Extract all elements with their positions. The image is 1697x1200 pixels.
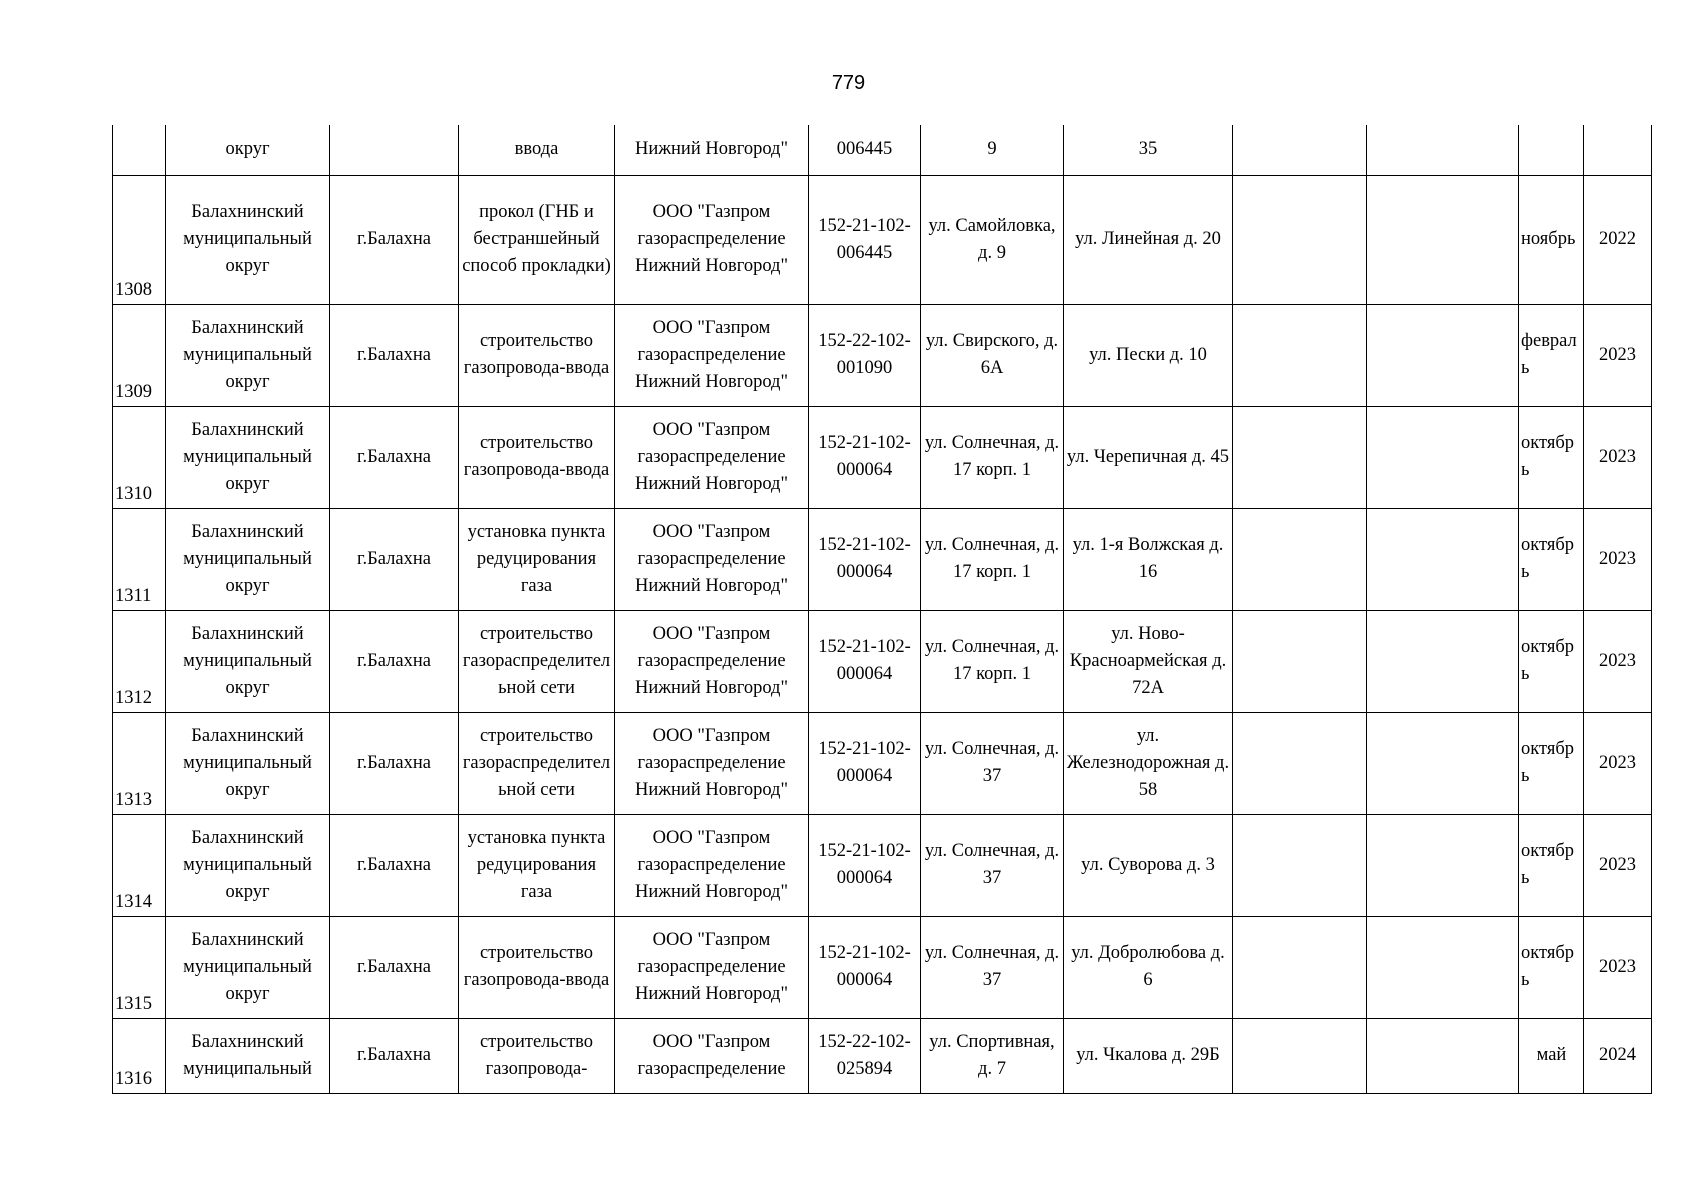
- registry-table: [112, 125, 1652, 1094]
- month-cell: октябрь: [1519, 814, 1584, 916]
- work-type-cell: установка пункта редуцирования газа: [459, 814, 615, 916]
- code-cell: 152-21-102-000064: [809, 916, 921, 1018]
- from-address-cell: ул. Солнечная, д. 17 корп. 1: [921, 508, 1064, 610]
- from-address-cell: ул. Спортивная, д. 7: [921, 1018, 1064, 1093]
- to-address-cell: ул. Добролюбова д. 6: [1064, 916, 1233, 1018]
- organization-cell: ООО "Газпром газораспределение Нижний Новгород": [615, 610, 809, 712]
- work-type-cell: строительство газопровода-ввода: [459, 916, 615, 1018]
- district-cell: Балахнинский муниципальный округ: [166, 175, 330, 304]
- table-row: [113, 610, 1652, 712]
- town-cell: г.Балахна: [330, 508, 459, 610]
- page-number: 779: [831, 72, 866, 94]
- empty-cell: [1367, 304, 1519, 406]
- table-row: [113, 916, 1652, 1018]
- district-cell: Балахнинский муниципальный округ: [166, 916, 330, 1018]
- table-row: [113, 508, 1652, 610]
- empty-cell: [1367, 916, 1519, 1018]
- month-cell: октябрь: [1519, 712, 1584, 814]
- from-address-cell: ул. Самойловка, д. 9: [921, 175, 1064, 304]
- year-cell: 2023: [1584, 508, 1652, 610]
- year-cell: 2024: [1584, 1018, 1652, 1093]
- work-type-cell: строительство газопровода-ввода: [459, 304, 615, 406]
- code-cell: 152-21-102-000064: [809, 712, 921, 814]
- row-number: 1314: [113, 814, 166, 916]
- work-type-cell: строительство газопровода-ввода: [459, 406, 615, 508]
- row-number: 1315: [113, 916, 166, 1018]
- town-cell: г.Балахна: [330, 304, 459, 406]
- empty-cell: [1233, 916, 1367, 1018]
- table-row: [113, 712, 1652, 814]
- from-address-cell: ул. Свирского, д. 6А: [921, 304, 1064, 406]
- year-cell: [1584, 125, 1652, 175]
- year-cell: 2023: [1584, 916, 1652, 1018]
- year-cell: 2023: [1584, 406, 1652, 508]
- code-cell: 152-21-102-000064: [809, 406, 921, 508]
- month-cell: [1519, 125, 1584, 175]
- month-cell: октябрь: [1519, 508, 1584, 610]
- organization-cell: ООО "Газпром газораспределение Нижний Новгород": [615, 406, 809, 508]
- to-address-cell: 35: [1064, 125, 1233, 175]
- district-cell: Балахнинский муниципальный округ: [166, 610, 330, 712]
- organization-cell: ООО "Газпром газораспределение Нижний Новгород": [615, 712, 809, 814]
- table-row: [113, 304, 1652, 406]
- work-type-cell: строительство газораспределительной сети: [459, 712, 615, 814]
- town-cell: [330, 125, 459, 175]
- work-type-cell: строительство газораспределительной сети: [459, 610, 615, 712]
- empty-cell: [1367, 610, 1519, 712]
- table-row: [113, 175, 1652, 304]
- district-cell: Балахнинский муниципальный округ: [166, 406, 330, 508]
- district-cell: Балахнинский муниципальный округ: [166, 814, 330, 916]
- empty-cell: [1233, 1018, 1367, 1093]
- table-row: [113, 1018, 1652, 1093]
- to-address-cell: ул. Железнодорожная д. 58: [1064, 712, 1233, 814]
- district-cell: Балахнинский муниципальный округ: [166, 508, 330, 610]
- work-type-cell: установка пункта редуцирования газа: [459, 508, 615, 610]
- organization-cell: ООО "Газпром газораспределение: [615, 1018, 809, 1093]
- town-cell: г.Балахна: [330, 175, 459, 304]
- empty-cell: [1233, 712, 1367, 814]
- town-cell: г.Балахна: [330, 712, 459, 814]
- organization-cell: Нижний Новгород": [615, 125, 809, 175]
- organization-cell: ООО "Газпром газораспределение Нижний Новгород": [615, 508, 809, 610]
- empty-cell: [1233, 406, 1367, 508]
- empty-cell: [1367, 508, 1519, 610]
- district-cell: Балахнинский муниципальный округ: [166, 712, 330, 814]
- empty-cell: [1233, 610, 1367, 712]
- month-cell: октябрь: [1519, 916, 1584, 1018]
- to-address-cell: ул. Чкалова д. 29Б: [1064, 1018, 1233, 1093]
- empty-cell: [1367, 712, 1519, 814]
- work-type-cell: строительство газопровода-: [459, 1018, 615, 1093]
- row-number: 1308: [113, 175, 166, 304]
- code-cell: 152-21-102-000064: [809, 814, 921, 916]
- to-address-cell: ул. Ново-Красноармейская д. 72А: [1064, 610, 1233, 712]
- table-row: [113, 814, 1652, 916]
- code-cell: 152-21-102-006445: [809, 175, 921, 304]
- empty-cell: [1233, 508, 1367, 610]
- empty-cell: [1233, 304, 1367, 406]
- work-type-cell: ввода: [459, 125, 615, 175]
- town-cell: г.Балахна: [330, 406, 459, 508]
- empty-cell: [1233, 814, 1367, 916]
- year-cell: 2023: [1584, 304, 1652, 406]
- organization-cell: ООО "Газпром газораспределение Нижний Новгород": [615, 175, 809, 304]
- code-cell: 152-21-102-000064: [809, 610, 921, 712]
- month-cell: октябрь: [1519, 406, 1584, 508]
- town-cell: г.Балахна: [330, 916, 459, 1018]
- to-address-cell: ул. 1-я Волжская д. 16: [1064, 508, 1233, 610]
- row-number: 1309: [113, 304, 166, 406]
- table-row: [113, 125, 1652, 175]
- district-cell: Балахнинский муниципальный: [166, 1018, 330, 1093]
- year-cell: 2023: [1584, 712, 1652, 814]
- from-address-cell: ул. Солнечная, д. 17 корп. 1: [921, 406, 1064, 508]
- code-cell: 006445: [809, 125, 921, 175]
- town-cell: г.Балахна: [330, 610, 459, 712]
- month-cell: февраль: [1519, 304, 1584, 406]
- empty-cell: [1367, 406, 1519, 508]
- code-cell: 152-21-102-000064: [809, 508, 921, 610]
- row-number: [113, 125, 166, 175]
- row-number: 1310: [113, 406, 166, 508]
- row-number: 1316: [113, 1018, 166, 1093]
- work-type-cell: прокол (ГНБ и бестраншейный способ прокладки): [459, 175, 615, 304]
- to-address-cell: ул. Линейная д. 20: [1064, 175, 1233, 304]
- from-address-cell: ул. Солнечная, д. 37: [921, 712, 1064, 814]
- table-row: [113, 406, 1652, 508]
- code-cell: 152-22-102-001090: [809, 304, 921, 406]
- to-address-cell: ул. Черепичная д. 45: [1064, 406, 1233, 508]
- row-number: 1311: [113, 508, 166, 610]
- month-cell: ноябрь: [1519, 175, 1584, 304]
- row-number: 1312: [113, 610, 166, 712]
- code-cell: 152-22-102-025894: [809, 1018, 921, 1093]
- empty-cell: [1233, 125, 1367, 175]
- to-address-cell: ул. Пески д. 10: [1064, 304, 1233, 406]
- year-cell: 2023: [1584, 814, 1652, 916]
- organization-cell: ООО "Газпром газораспределение Нижний Новгород": [615, 814, 809, 916]
- district-cell: округ: [166, 125, 330, 175]
- empty-cell: [1367, 175, 1519, 304]
- empty-cell: [1367, 1018, 1519, 1093]
- to-address-cell: ул. Суворова д. 3: [1064, 814, 1233, 916]
- from-address-cell: ул. Солнечная, д. 37: [921, 916, 1064, 1018]
- town-cell: г.Балахна: [330, 1018, 459, 1093]
- registry-rows: [113, 125, 1652, 1093]
- organization-cell: ООО "Газпром газораспределение Нижний Новгород": [615, 304, 809, 406]
- empty-cell: [1367, 814, 1519, 916]
- month-cell: май: [1519, 1018, 1584, 1093]
- row-number: 1313: [113, 712, 166, 814]
- year-cell: 2023: [1584, 610, 1652, 712]
- from-address-cell: ул. Солнечная, д. 17 корп. 1: [921, 610, 1064, 712]
- month-cell: октябрь: [1519, 610, 1584, 712]
- from-address-cell: ул. Солнечная, д. 37: [921, 814, 1064, 916]
- empty-cell: [1233, 175, 1367, 304]
- from-address-cell: 9: [921, 125, 1064, 175]
- year-cell: 2022: [1584, 175, 1652, 304]
- empty-cell: [1367, 125, 1519, 175]
- town-cell: г.Балахна: [330, 814, 459, 916]
- district-cell: Балахнинский муниципальный округ: [166, 304, 330, 406]
- organization-cell: ООО "Газпром газораспределение Нижний Новгород": [615, 916, 809, 1018]
